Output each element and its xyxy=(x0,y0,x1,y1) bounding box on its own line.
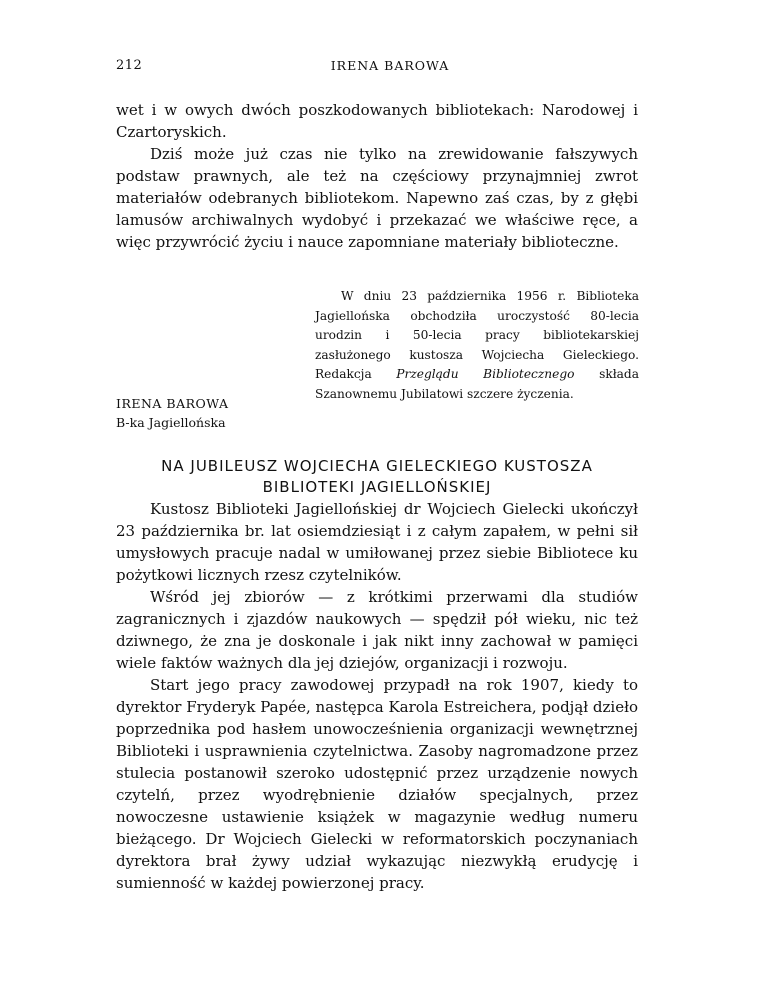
paragraph: Wśród jej zbiorów — z krótkimi przerwami dla studiów zagranicznych i zjazdów naukowych — spędził pół wieku, nic też dziwnego, że zna je doskonale i jak nikt inny zachował w pamięci wiele faktów ważnych dla jej dziejów, organizacji i rozwoju. xyxy=(116,588,638,672)
article-title-line: NA JUBILEUSZ WOJCIECHA GIELECKIEGO KUSTOSZA xyxy=(161,457,593,476)
paragraph: Start jego pracy zawodowej przypadł na rok 1907, kiedy to dyrektor Fryderyk Papée, następca Karola Estreichera, podjął dzieło poprzednika pod hasłem unowocześnienia organizacji wewnętrznej Biblioteki i usprawnienia czytelnictwa. Zasoby nagromadzone przez stulecia postanowił szeroko udostępnić przez urządzenie nowych czytelń, przez wyodrębnienie działów specjalnych, przez nowoczesne ustawienie książek w magazynie według numeru bieżącego. Dr Wojciech Gielecki w reformatorskich poczynaniach dyrektora brał żywy udział wykazując niezwykłą erudycję i sumienność w każdej powierzonej pracy. xyxy=(116,676,638,892)
author-name: IRENA BAROWA xyxy=(116,396,229,411)
dedication-paragraph xyxy=(315,287,639,404)
previous-article-ending xyxy=(116,99,638,253)
paragraph: Dziś może już czas nie tylko na zrewidowanie fałszywych podstaw prawnych, ale też na częściowy przynajmniej zwrot materiałów odebranych bibliotekom. Napewno zaś czas, by z głębi lamusów archiwalnych wydobyć i przekazać we właściwe ręce, a więc przywrócić życiu i nauce zapomniane materiały biblioteczne. xyxy=(116,145,638,251)
dedication-text-after: składa Szanownemu Jubilatowi szczere życzenia. xyxy=(315,367,639,401)
journal-name: Przeglądu Bibliotecznego xyxy=(396,367,575,381)
dedication-note xyxy=(315,287,639,404)
paragraph: wet i w owych dwóch poszkodowanych bibliotekach: Narodowej i Czartoryskich. xyxy=(116,101,638,141)
article-title xyxy=(116,456,638,498)
article-title-line: BIBLIOTEKI JAGIELLOŃSKIEJ xyxy=(262,478,492,497)
dedication-text-before: W dniu 23 października 1956 r. Biblioteka Jagiellońska obchodziła uroczystość 80-lecia urodzin i 50-lecia pracy bibliotekarskiej zasłużonego kustosza Wojciecha Gieleckiego. Redakcja xyxy=(315,289,639,381)
author-signature xyxy=(116,394,229,432)
paragraph: Kustosz Biblioteki Jagiellońskiej dr Wojciech Gielecki ukończył 23 października br. lat osiemdziesiąt i z całym zapałem, w pełni sił umysłowych pracuje nadal w umiłowanej przez siebie Bibliotece ku pożytkowi licznych rzesz czytelników. xyxy=(116,500,638,584)
article-body xyxy=(116,498,638,894)
page-number: 212 xyxy=(116,58,143,73)
running-head: IRENA BAROWA xyxy=(330,58,450,73)
author-affiliation: B-ka Jagiellońska xyxy=(116,415,226,430)
